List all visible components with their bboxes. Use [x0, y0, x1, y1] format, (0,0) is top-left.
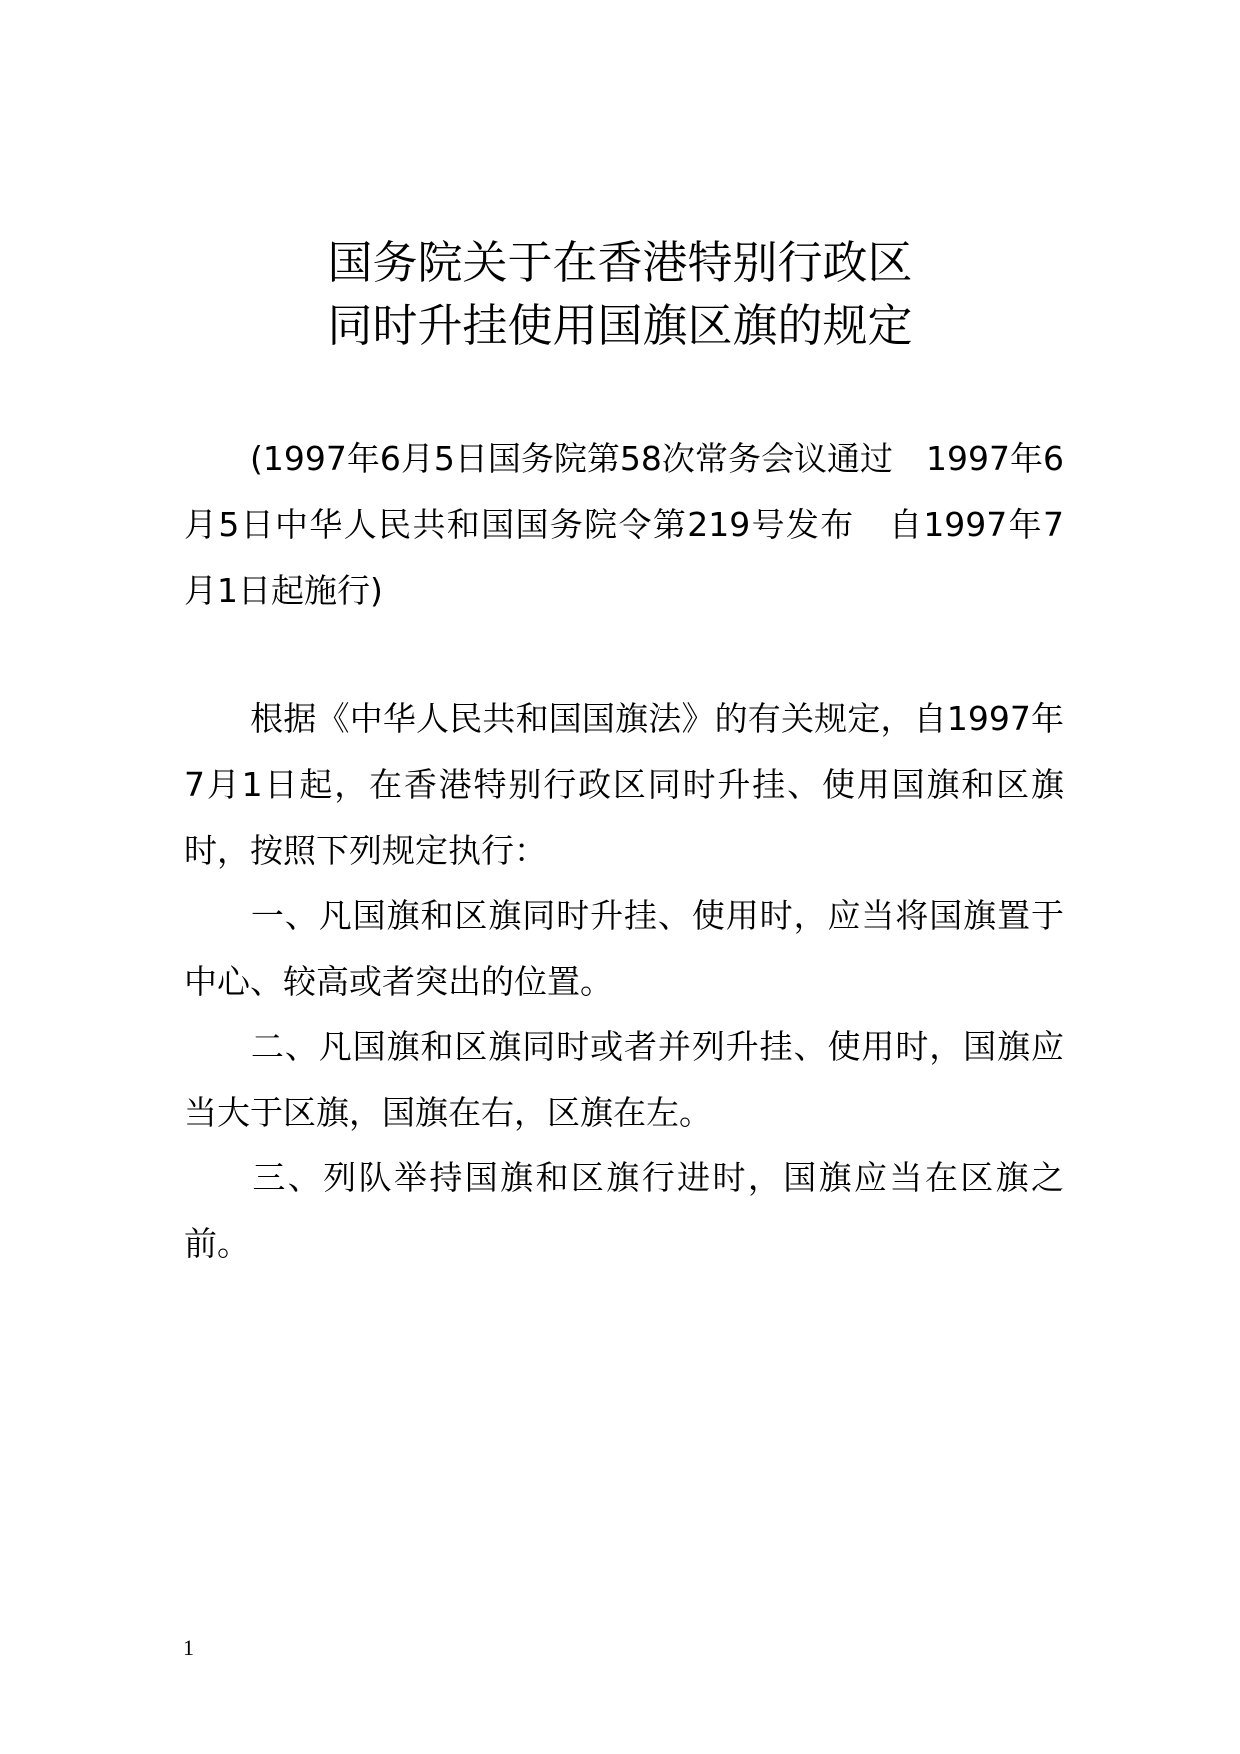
page-number: 1: [183, 1635, 194, 1660]
rule-item-1: [184, 883, 1064, 1015]
rule-item-text: 三、列队举持国旗和区旗行进时，国旗应当在区旗之前。: [184, 1158, 1064, 1263]
rule-item-2: [184, 1014, 1064, 1146]
body-paragraph-text: 根据《中华人民共和国国旗法》的有关规定，自1997年7月1日起，在香港特别行政区同时升挂、使用国旗和区旗时，按照下列规定执行：: [184, 699, 1064, 870]
document-title-line-1: 国务院关于在香港特别行政区: [327, 236, 913, 289]
rule-item-text: 二、凡国旗和区旗同时或者并列升挂、使用时，国旗应当大于区旗，国旗在右，区旗在左。: [184, 1027, 1064, 1132]
enactment-note-text: (1997年6月5日国务院第58次常务会议通过 1997年6月5日中华人民共和国国务院令第219号发布 自1997年7月1日起施行): [184, 439, 1064, 610]
enactment-note: [184, 426, 1064, 624]
rule-item-3: [184, 1145, 1064, 1277]
body-paragraph: [184, 686, 1064, 884]
document-title-line-2: 同时升挂使用国旗区旗的规定: [327, 299, 913, 352]
rule-item-text: 一、凡国旗和区旗同时升挂、使用时，应当将国旗置于中心、较高或者突出的位置。: [184, 896, 1064, 1001]
